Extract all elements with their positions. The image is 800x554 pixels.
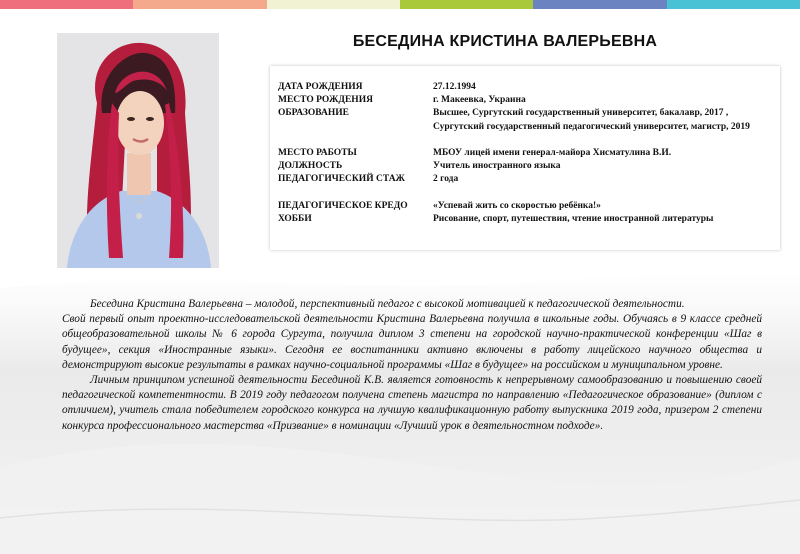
biography-text bbox=[62, 297, 762, 434]
info-label: ОБРАЗОВАНИЕ bbox=[278, 108, 349, 118]
stripe-segment bbox=[267, 0, 400, 9]
top-color-stripe bbox=[0, 0, 800, 9]
stripe-segment bbox=[533, 0, 666, 9]
info-label: ХОББИ bbox=[278, 214, 312, 224]
info-label: ДАТА РОЖДЕНИЯ bbox=[278, 82, 363, 92]
person-name: БЕСЕДИНА КРИСТИНА ВАЛЕРЬЕВНА bbox=[352, 33, 658, 50]
bio-paragraph: Свой первый опыт проектно-исследовательской деятельности Кристина Валерьевна получила в школьные годы. Обучаясь в 9 классе средней общеобразовательной школы № 6 города Сургута, получила диплом 3 степени на городской научно-практической конференции «Шаг в будущее», секция «Иностранные языки». Сегодня ее воспитанники активно включены в работу лицейского научного общества и демонстрируют высокие результаты в рамках научно-социальной программы «Шаг в будущее» на российском и муниципальном уровне. bbox=[62, 313, 762, 371]
info-value: «Успевай жить со скоростью ребёнка!» bbox=[433, 201, 601, 211]
info-value: 2 года bbox=[433, 174, 459, 184]
info-label: МЕСТО РОЖДЕНИЯ bbox=[278, 95, 373, 105]
bio-paragraph: Беседина Кристина Валерьевна – молодой, перспективный педагог с высокой мотивацией к педагогической деятельности. bbox=[90, 298, 685, 310]
profile-info-box bbox=[270, 66, 780, 250]
info-value: МБОУ лицей имени генерал-майора Хисматулина В.И. bbox=[433, 148, 672, 158]
info-value: Сургутский государственный педагогический университет, магистр, 2019 bbox=[433, 122, 750, 132]
info-value: 27.12.1994 bbox=[433, 82, 476, 92]
info-label: ДОЛЖНОСТЬ bbox=[278, 161, 343, 171]
info-value: Учитель иностранного языка bbox=[433, 161, 561, 171]
stripe-segment bbox=[133, 0, 266, 9]
portrait-illustration bbox=[57, 33, 219, 268]
stripe-segment bbox=[667, 0, 800, 9]
info-value: Рисование, спорт, путешествия, чтение иностранной литературы bbox=[433, 214, 714, 224]
info-label: ПЕДАГОГИЧЕСКИЙ СТАЖ bbox=[278, 174, 405, 184]
info-label: ПЕДАГОГИЧЕСКОЕ КРЕДО bbox=[278, 201, 408, 211]
stripe-segment bbox=[400, 0, 533, 9]
info-value: Высшее, Сургутский государственный университет, бакалавр, 2017 , bbox=[433, 108, 729, 118]
stripe-segment bbox=[0, 0, 133, 9]
info-label: МЕСТО РАБОТЫ bbox=[278, 148, 357, 158]
portrait-photo bbox=[57, 33, 219, 268]
bio-paragraph: Личным принципом успешной деятельности Бесединой К.В. является готовность к непрерывному самообразованию и повышению своей педагогической компетентности. В 2019 году педагогом получена степень магистра по направлению «Педагогическое образование» (диплом с отличием), учитель стала победителем городского конкурса на лучшую квалификационную работу выпускника 2019 года, призером 2 степени конкурса профессионального мастерства «Призвание» в номинации «Лучший урок в деятельностном подходе». bbox=[62, 374, 762, 432]
info-value: г. Макеевка, Украина bbox=[433, 95, 526, 105]
